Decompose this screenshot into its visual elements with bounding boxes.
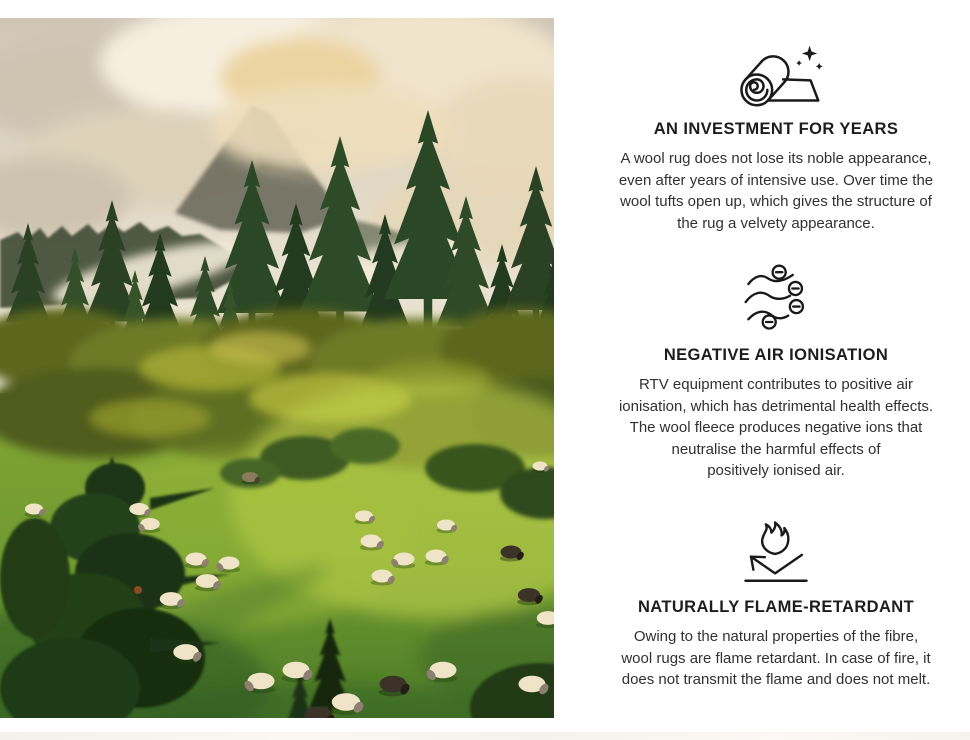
flame-retardant-icon (588, 516, 964, 590)
feature-text-line: A wool rug does not lose its noble appearance, (620, 150, 932, 167)
feature-text-line: RTV equipment contributes to positive air (638, 376, 914, 393)
feature-investment (588, 40, 964, 234)
feature-text-line: Owing to the natural properties of the fibre, (633, 628, 919, 645)
feature-flame-retardant (588, 516, 964, 691)
feature-ionisation (588, 258, 964, 482)
feature-column (588, 0, 964, 740)
feature-text-line: wool rugs are flame retardant. In case of fire, it (621, 649, 931, 667)
feature-text (588, 626, 964, 691)
feature-text (588, 374, 964, 482)
feature-title: NATURALLY FLAME-RETARDANT (637, 598, 915, 616)
next-section-peek (0, 732, 970, 740)
feature-text-line: positively ionised air. (707, 462, 845, 479)
rolled-rug-sparkle-icon (588, 40, 964, 112)
negative-air-ions-icon (588, 258, 964, 338)
feature-title: AN INVESTMENT FOR YEARS (653, 120, 899, 138)
feature-text-line: neutralise the harmful effects of (671, 440, 881, 458)
feature-text-line: does not transmit the flame and does not melt. (621, 671, 931, 688)
feature-title: NEGATIVE AIR IONISATION (663, 346, 889, 364)
feature-text-line: The wool fleece produces negative ions that (629, 419, 923, 436)
feature-text-line: ionisation, which has detrimental health effects. (618, 397, 934, 415)
feature-text-line: even after years of intensive use. Over time the (618, 171, 934, 189)
feature-text-line: wool tufts open up, which gives the structure of (620, 193, 932, 210)
meadow-sheep-photo (0, 18, 554, 718)
feature-text-line: the rug a velvety appearance. (677, 214, 875, 232)
feature-text (588, 148, 964, 234)
